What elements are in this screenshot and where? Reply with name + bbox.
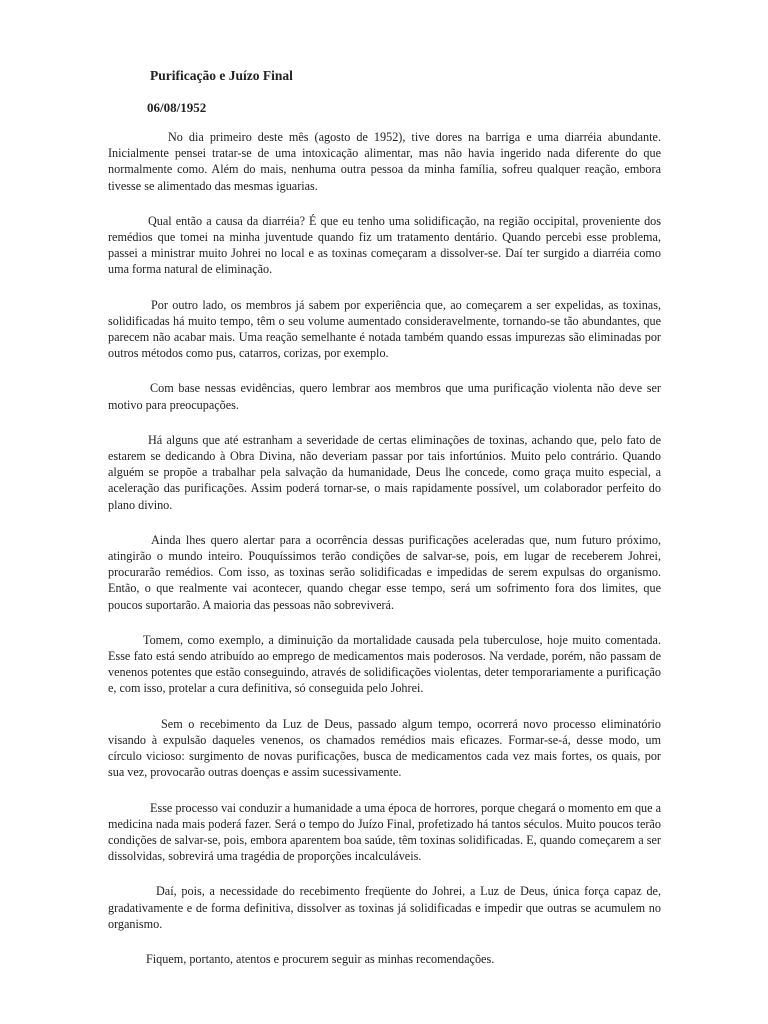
document-page <box>108 66 661 967</box>
paragraph-11: Fiquem, portanto, atentos e procurem seguir as minhas recomendações. <box>146 951 495 966</box>
document-date: 06/08/1952 <box>147 100 207 115</box>
paragraph-6: Ainda lhes quero alertar para a ocorrência dessas purificações aceleradas que, num futuro próximo, atingirão o mundo inteiro. Pouquíssimos terão condições de salvar-se, pois, em lugar de receberem Johrei, procurarão remédios. Com isso, as toxinas serão solidificadas e impedidas de serem expulsas do organismo. Então, o que realmente vai acontecer, quando chegar esse tempo, será um sofrimento fora dos limites, que poucos suportarão. A maioria das pessoas não sobreviverá. <box>108 532 661 612</box>
paragraph-9: Esse processo vai conduzir a humanidade a uma época de horrores, porque chegará o momento em que a medicina nada mais poderá fazer. Será o tempo do Juízo Final, profetizado há tantos séculos. Muito poucos terão condições de salvar-se, pois, embora aparentem boa saúde, têm toxinas solidificadas. E, quando começarem a ser dissolvidas, sobrevirá uma tragédia de proporções incalculáveis. <box>108 800 662 864</box>
paragraph-2: Qual então a causa da diarréia? É que eu tenho uma solidificação, na região occipital, proveniente dos remédios que tomei na minha juventude quando fiz um tratamento dentário. Quando percebi esse problema, passei a ministrar muito Johrei no local e as toxinas começaram a dissolver-se. Daí ter surgido a diarréia como uma forma natural de eliminação. <box>108 213 661 277</box>
paragraph-1: No dia primeiro deste mês (agosto de 1952), tive dores na barriga e uma diarréia abundante. Inicialmente pensei tratar-se de uma intoxicação alimentar, mas não havia ingerido nada diferente do que normalmente como. Além do mais, nenhuma outra pessoa da minha família, sofreu qualquer reação, embora tivesse se alimentado das mesmas iguarias. <box>108 130 661 193</box>
paragraph-5: Há alguns que até estranham a severidade de certas eliminações de toxinas, achando que, pelo fato de estarem se dedicando à Obra Divina, não deveriam passar por tais infortúnios. Muito pelo contrário. Quando alguém se propõe a trabalhar pela salvação da humanidade, Deus lhe concede, como graça muito especial, a aceleração das purificações. Assim poderá tornar-se, o mais rapidamente possível, um colaborador perfeito do plano divino. <box>108 432 661 512</box>
paragraph-8: Sem o recebimento da Luz de Deus, passado algum tempo, ocorrerá novo processo eliminatório visando à expulsão daqueles venenos, os chamados remédios mais eficazes. Formar-se-á, desse modo, um círculo vicioso: surgimento de novas purificações, busca de medicamentos cada vez mais fortes, os quais, por sua vez, provocarão outras doenças e assim sucessivamente. <box>108 716 661 780</box>
paragraph-4: Com base nessas evidências, quero lembrar aos membros que uma purificação violenta não deve ser motivo para preocupações. <box>108 381 661 412</box>
paragraph-10: Daí, pois, a necessidade do recebimento freqüente do Johrei, a Luz de Deus, única força capaz de, gradativamente e de forma definitiva, dissolver as toxinas já solidificadas e impedir que outras se acumulem no organismo. <box>108 884 661 931</box>
paragraph-7: Tomem, como exemplo, a diminuição da mortalidade causada pela tuberculose, hoje muito comentada. Esse fato está sendo atribuído ao emprego de medicamentos mais poderosos. Na verdade, porém, não passam de venenos potentes que estão conseguindo, através de solidificações violentas, deter temporariamente a purificação e, com isso, protelar a cura definitiva, só conseguida pelo Johrei. <box>108 632 661 696</box>
paragraph-3: Por outro lado, os membros já sabem por experiência que, ao começarem a ser expelidas, as toxinas, solidificadas há muito tempo, têm o seu volume aumentado consideravelmente, tornando-se tão abundantes, que parecem não acabar mais. Uma reação semelhante é notada também quando essas impurezas são eliminadas por outros métodos como pus, catarros, corizas, por exemplo. <box>108 297 661 361</box>
document-title: Purificação e Juízo Final <box>150 68 293 83</box>
